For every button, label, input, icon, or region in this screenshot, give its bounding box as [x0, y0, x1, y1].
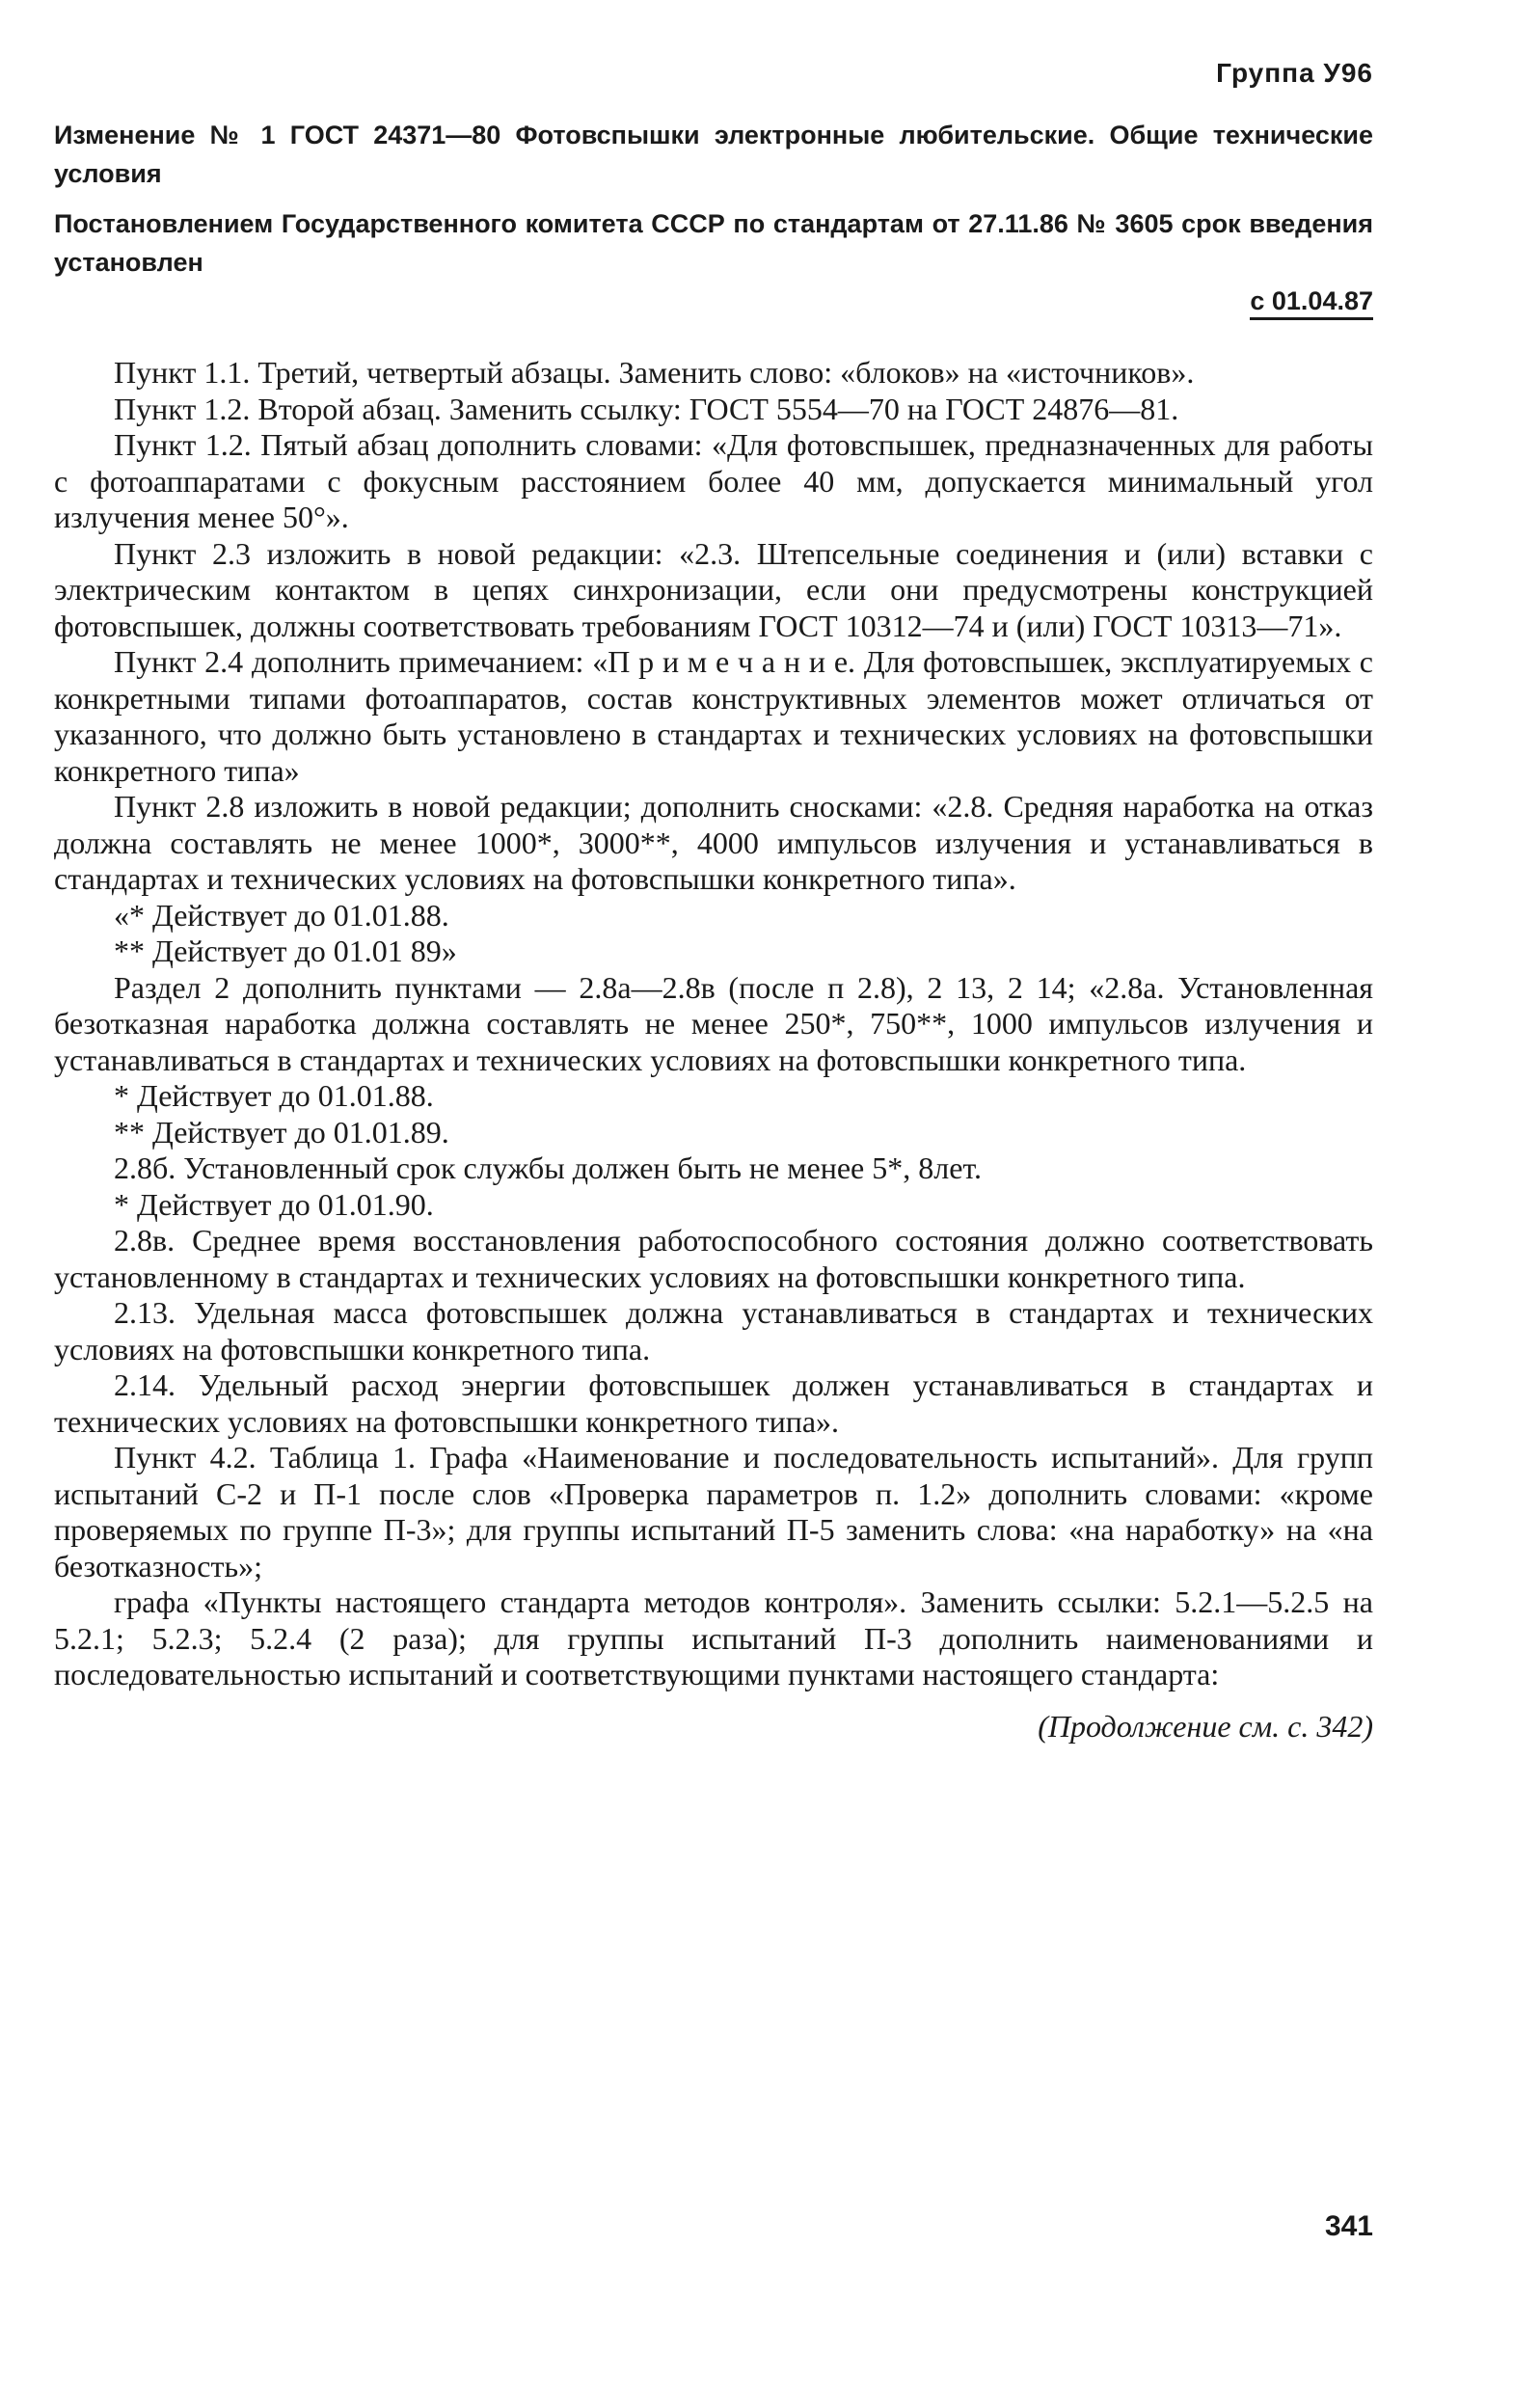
paragraph: Раздел 2 дополнить пунктами — 2.8а—2.8в (после п 2.8), 2 13, 2 14; «2.8а. Установленная безотказная наработка должна составлять не менее 250*, 750**, 1000 импульсов излучения и устанавливаться в стандартах и технических условиях на фотовспышки конкретного типа.: [54, 969, 1373, 1077]
footnote: * Действует до 01.01.88.: [114, 1078, 434, 1113]
effective-date: с 01.04.87: [1250, 286, 1373, 320]
paragraph: Пункт 2.8 изложить в новой редакции; дополнить сносками: «2.8. Средняя наработка на отказ должна составлять не менее 1000*, 3000**, 4000 импульсов излучения и устанавливаться в стандартах и технических условиях на фотовспышки конкретного типа».: [54, 789, 1373, 896]
paragraph: графа «Пункты настоящего стандарта методов контроля». Заменить ссылки: 5.2.1—5.2.5 на 5.2.1; 5.2.3; 5.2.4 (2 раза); для группы испытаний П-3 дополнить наименованиями и последовательностью испытаний и соответствующими пунктами настоящего стандарта:: [54, 1584, 1373, 1691]
paragraph: Пункт 2.4 дополнить примечанием: «П р и м е ч а н и е. Для фотовспышек, эксплуатируемых с конкретными типами фотоаппаратов, состав конструктивных элементов может отличаться от указанного, что должно быть установлено в стандартах и технических условиях на фотовспышки конкретного типа»: [54, 644, 1373, 788]
footnote: ** Действует до 01.01.89.: [114, 1114, 449, 1150]
footnote: * Действует до 01.01.90.: [114, 1186, 434, 1222]
group-label: Группа У96: [1216, 58, 1373, 88]
paragraph: Пункт 1.1. Третий, четвертый абзацы. Заменить слово: «блоков» на «источников».: [114, 355, 1195, 390]
decree-text: Постановлением Государственного комитета СССР по стандартам от 27.11.86 № 3605 срок введения установлен: [54, 209, 1373, 277]
document-page: [54, 58, 1373, 1745]
document-body: [54, 355, 1373, 1693]
footnote: ** Действует до 01.01 89»: [114, 933, 457, 968]
continuation-note: (Продолжение см. с. 342): [1038, 1708, 1373, 1744]
paragraph: 2.8в. Среднее время восстановления работоспособного состояния должно соответствовать установленному в стандартах и технических условиях на фотовспышки конкретного типа.: [54, 1223, 1373, 1294]
paragraph: Пункт 2.3 изложить в новой редакции: «2.3. Штепсельные соединения и (или) вставки с электрическим контактом в цепях синхронизации, если они предусмотрены конструкцией фотовспышек, должны соответствовать требованиям ГОСТ 10312—74 и (или) ГОСТ 10313—71».: [54, 535, 1373, 643]
page-number: 341: [1324, 2210, 1373, 2242]
paragraph: Пункт 4.2. Таблица 1. Графа «Наименование и последовательность испытаний». Для групп испытаний С-2 и П-1 после слов «Проверка параметров п. 1.2» дополнить словами: «кроме проверяемых по группе П-3»; для группы испытаний П-5 заменить слова: «на наработку» на «на безотказность»;: [54, 1440, 1373, 1583]
paragraph: 2.13. Удельная масса фотовспышек должна устанавливаться в стандартах и технических условиях на фотовспышки конкретного типа.: [54, 1295, 1373, 1366]
footnote: «* Действует до 01.01.88.: [114, 897, 449, 933]
paragraph: Пункт 1.2. Пятый абзац дополнить словами: «Для фотовспышек, предназначенных для работы с фотоаппаратами с фокусным расстоянием более 40 мм, допускается минимальный угол излучения менее 50°».: [54, 427, 1373, 534]
paragraph: 2.14. Удельный расход энергии фотовспышек должен устанавливаться в стандартах и технических условиях на фотовспышки конкретного типа».: [54, 1367, 1373, 1439]
effective-date-line: [54, 282, 1373, 320]
change-title: Изменение № 1 ГОСТ 24371—80 Фотовспышки электронные любительские. Общие технические условия: [54, 121, 1373, 188]
paragraph: 2.8б. Установленный срок службы должен быть не менее 5*, 8лет.: [114, 1150, 982, 1185]
paragraph: Пункт 1.2. Второй абзац. Заменить ссылку: ГОСТ 5554—70 на ГОСТ 24876—81.: [114, 391, 1179, 426]
